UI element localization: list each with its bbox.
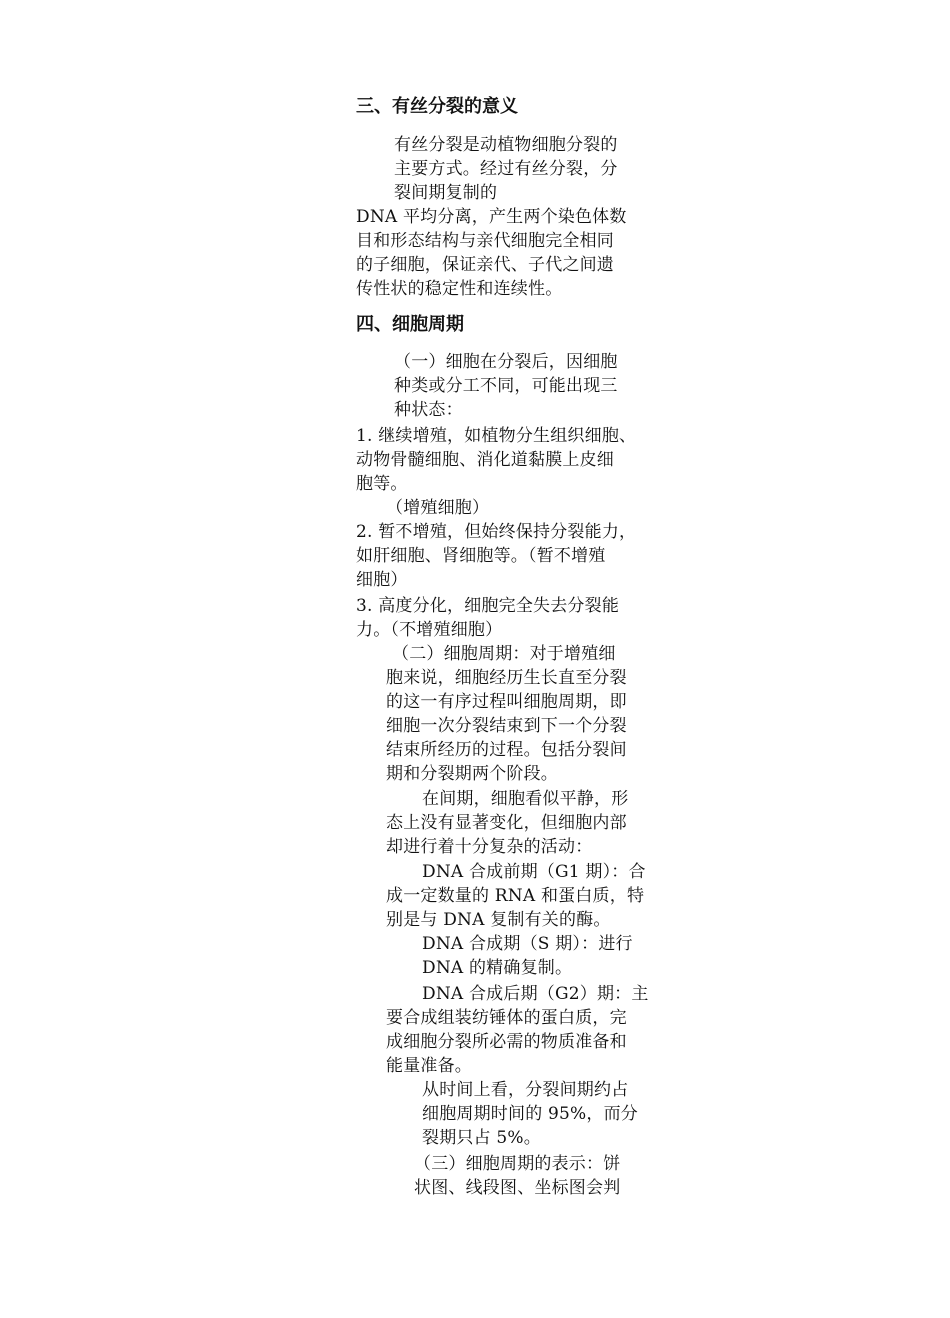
paragraph-line: 从时间上看，分裂间期约占 — [422, 1080, 629, 1100]
paragraph-line: 成细胞分裂所必需的物质准备和 — [386, 1032, 627, 1052]
list-item-line: 动物骨髓细胞、消化道黏膜上皮细 — [356, 450, 614, 470]
paragraph-line: 态上没有显著变化，但细胞内部 — [386, 813, 627, 833]
paragraph-line: 在间期，细胞看似平静，形 — [422, 789, 629, 809]
paragraph-line: DNA 的精确复制。 — [422, 958, 573, 978]
section-heading-cell-cycle: 四、细胞周期 — [356, 314, 464, 335]
paragraph-line: 别是与 DNA 复制有关的酶。 — [386, 910, 611, 930]
list-item-line: 如肝细胞、肾细胞等。（暂不增殖 — [356, 546, 606, 566]
list-item-line: 3. 高度分化，细胞完全失去分裂能 — [356, 596, 620, 616]
paragraph-line: 能量准备。 — [386, 1056, 472, 1076]
section-heading-significance: 三、有丝分裂的意义 — [356, 96, 518, 117]
paragraph-line: 目和形态结构与亲代细胞完全相同 — [356, 231, 614, 251]
list-item-line: 2. 暂不增殖，但始终保持分裂能力， — [356, 522, 637, 542]
paragraph-line: DNA 合成后期（G2）期：主 — [422, 984, 649, 1004]
paragraph-line: 种状态： — [394, 400, 463, 420]
paragraph-line: （一）细胞在分裂后，因细胞 — [394, 352, 618, 372]
paragraph-line: 有丝分裂是动植物细胞分裂的 — [394, 135, 618, 155]
paragraph-line: 结束所经历的过程。包括分裂间 — [386, 740, 627, 760]
paragraph-line: 传性状的稳定性和连续性。 — [356, 279, 563, 299]
paragraph-line: （二）细胞周期：对于增殖细 — [392, 644, 616, 664]
paragraph-line: 的子细胞，保证亲代、子代之间遗 — [356, 255, 614, 275]
paragraph-line: DNA 合成期（S 期）：进行 — [422, 934, 633, 954]
paragraph-line: 细胞周期时间的 95%，而分 — [422, 1104, 638, 1124]
list-item-line: （增殖细胞） — [386, 498, 490, 518]
paragraph-line: 裂期只占 5%。 — [422, 1128, 541, 1148]
list-item-line: 1. 继续增殖，如植物分生组织细胞、 — [356, 426, 637, 446]
list-item-line: 细胞） — [356, 570, 408, 590]
paragraph-line: 期和分裂期两个阶段。 — [386, 764, 558, 784]
paragraph-line: 状图、线段图、坐标图会判 — [414, 1178, 621, 1198]
paragraph-line: 种类或分工不同，可能出现三 — [394, 376, 618, 396]
paragraph-line: 胞来说，细胞经历生长直至分裂 — [386, 668, 627, 688]
paragraph-line: 主要方式。经过有丝分裂，分 — [394, 159, 618, 179]
paragraph-line: DNA 平均分离，产生两个染色体数 — [356, 207, 627, 227]
paragraph-line: 细胞一次分裂结束到下一个分裂 — [386, 716, 627, 736]
paragraph-line: 要合成组装纺锤体的蛋白质，完 — [386, 1008, 627, 1028]
list-item-line: 力。（不增殖细胞） — [356, 620, 503, 640]
paragraph-line: 成一定数量的 RNA 和蛋白质，特 — [386, 886, 645, 906]
paragraph-line: DNA 合成前期（G1 期）：合 — [422, 862, 646, 882]
paragraph-line: 裂间期复制的 — [394, 183, 498, 203]
list-item-line: 胞等。 — [356, 474, 408, 494]
paragraph-line: 的这一有序过程叫细胞周期，即 — [386, 692, 627, 712]
paragraph-line: 却进行着十分复杂的活动： — [386, 837, 593, 857]
paragraph-line: （三）细胞周期的表示：饼 — [414, 1154, 621, 1174]
